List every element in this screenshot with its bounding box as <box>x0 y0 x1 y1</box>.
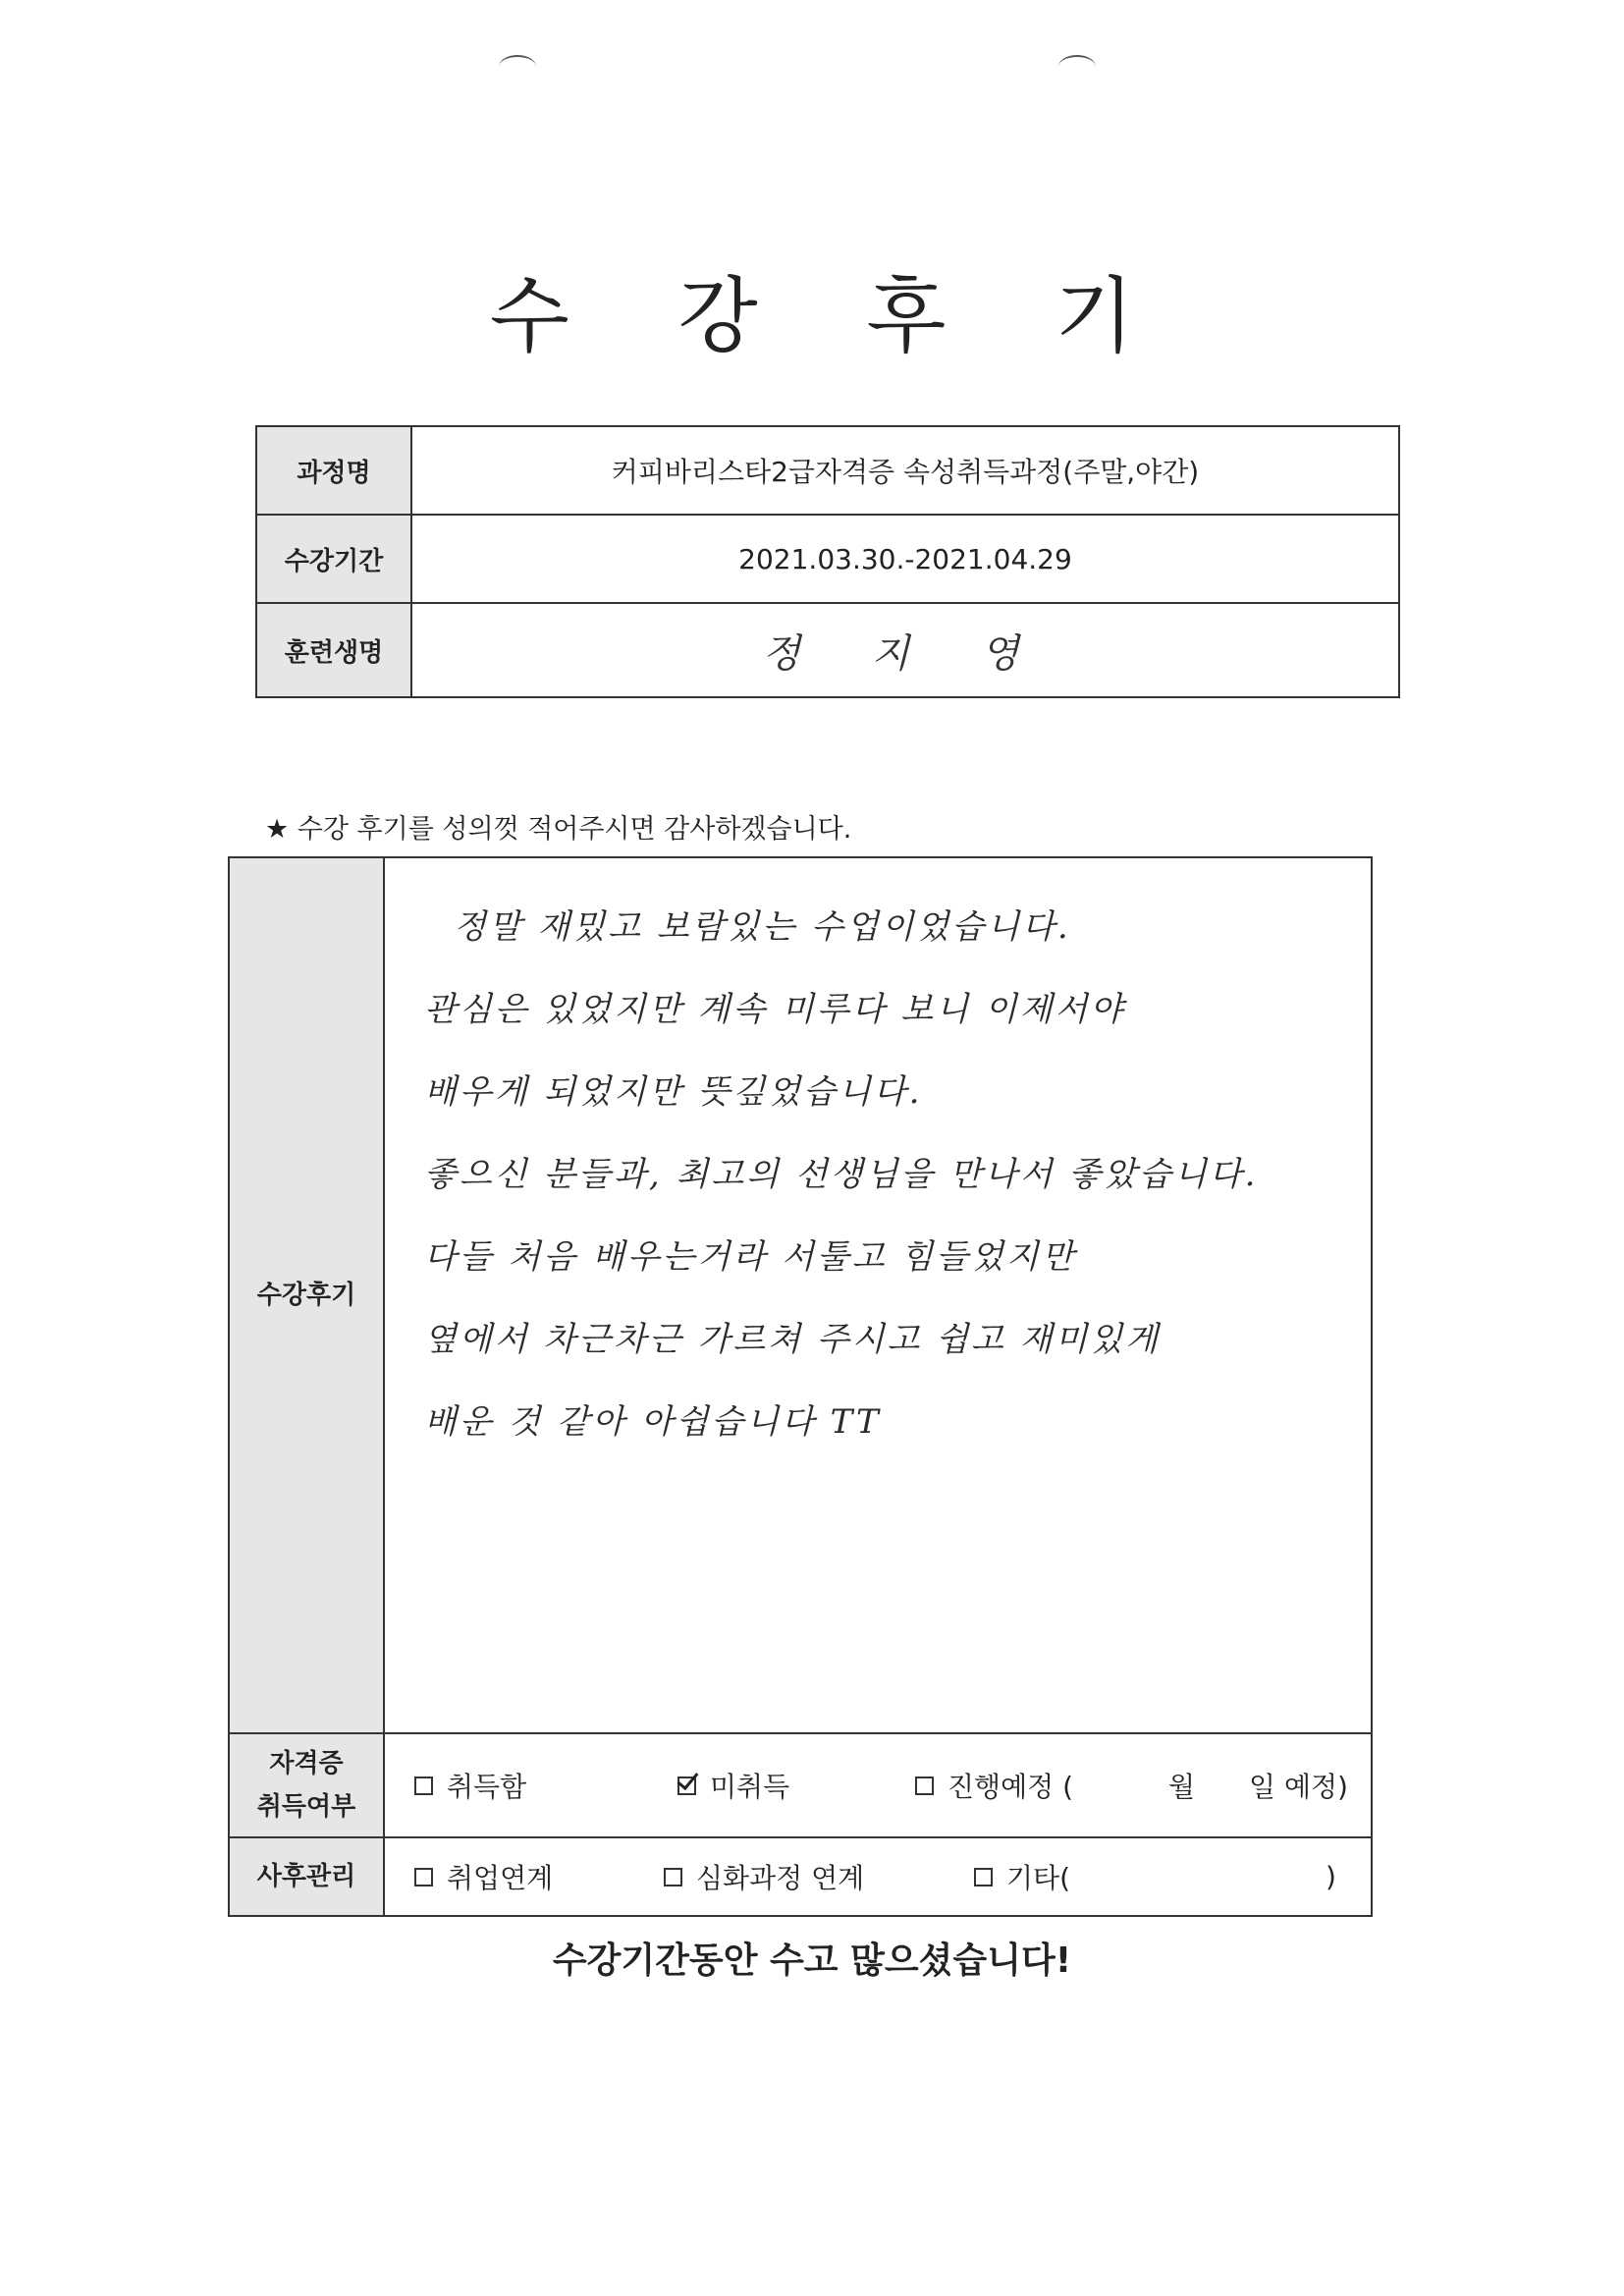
certification-options-cell <box>384 1733 1372 1837</box>
course-label: 과정명 <box>256 426 411 515</box>
course-value: 커피바리스타2급자격증 속성취득과정(주말,야간) <box>411 426 1399 515</box>
period-row <box>256 515 1399 603</box>
checkbox-not-acquired-checked[interactable] <box>677 1777 696 1795</box>
certification-label-line2: 취득여부 <box>256 1792 356 1822</box>
checkbox-planned[interactable] <box>915 1777 934 1795</box>
aftercare-options-cell <box>384 1837 1372 1916</box>
checkbox-job-link[interactable] <box>414 1868 433 1886</box>
checkbox-other[interactable] <box>974 1868 993 1886</box>
course-row <box>256 426 1399 515</box>
review-table <box>228 856 1373 1917</box>
punch-hole-right <box>1058 55 1096 79</box>
trainee-value-cell <box>411 603 1399 697</box>
review-line: 옆에서 차근차근 가르쳐 주시고 쉽고 재미있게 <box>424 1320 1162 1359</box>
instruction-note: ★ 수강 후기를 성의껏 적어주시면 감사하겠습니다. <box>265 814 852 845</box>
option-job-link-label: 취업연계 <box>447 1862 554 1894</box>
review-line: 배운 것 같아 아쉽습니다 TT <box>424 1402 882 1442</box>
trainee-name-handwritten: 정 지 영 <box>762 630 1049 677</box>
trainee-label: 훈련생명 <box>256 603 411 697</box>
option-advanced-course-label: 심화과정 연계 <box>696 1862 865 1894</box>
option-other-label: 기타( <box>1006 1862 1071 1894</box>
option-advanced-course[interactable] <box>664 1857 864 1896</box>
checkbox-advanced-course[interactable] <box>664 1868 682 1886</box>
page-title: 수 강 후 기 <box>489 268 1176 364</box>
other-close-paren: ) <box>1326 1860 1336 1893</box>
aftercare-row <box>229 1837 1372 1916</box>
checkbox-acquired[interactable] <box>414 1777 433 1795</box>
review-row <box>229 857 1372 1733</box>
review-line: 관심은 있었지만 계속 미루다 보니 이제서야 <box>424 990 1126 1029</box>
planned-month-unit: 월 <box>1168 1771 1196 1803</box>
info-table <box>255 425 1400 698</box>
review-label: 수강후기 <box>229 857 384 1733</box>
option-not-acquired-label: 미취득 <box>710 1771 790 1803</box>
option-acquired[interactable] <box>414 1766 526 1805</box>
option-job-link[interactable] <box>414 1857 553 1896</box>
certification-row <box>229 1733 1372 1837</box>
review-line: 좋으신 분들과, 최고의 선생님을 만나서 좋았습니다. <box>424 1155 1259 1194</box>
review-line: 정말 재밌고 보람있는 수업이었습니다. <box>454 907 1071 947</box>
period-value: 2021.03.30.-2021.04.29 <box>411 515 1399 603</box>
option-not-acquired[interactable] <box>677 1766 789 1805</box>
option-planned[interactable] <box>915 1766 1073 1805</box>
planned-day-unit: 일 예정) <box>1249 1771 1348 1803</box>
option-other[interactable] <box>974 1857 1070 1896</box>
certification-label-line1: 자격증 <box>269 1749 344 1778</box>
review-line: 배우게 되었지만 뜻깊었습니다. <box>424 1072 923 1112</box>
closing-message: 수강기간동안 수고 많으셨습니다! <box>552 1941 1072 1981</box>
option-planned-label: 진행예정 ( <box>947 1771 1074 1803</box>
certification-label <box>229 1733 384 1837</box>
trainee-row <box>256 603 1399 697</box>
period-label: 수강기간 <box>256 515 411 603</box>
option-acquired-label: 취득함 <box>447 1771 527 1803</box>
review-text-area <box>384 857 1372 1733</box>
review-line: 다들 처음 배우는거라 서툴고 힘들었지만 <box>424 1237 1077 1277</box>
aftercare-label: 사후관리 <box>229 1837 384 1916</box>
punch-hole-left <box>499 55 536 79</box>
